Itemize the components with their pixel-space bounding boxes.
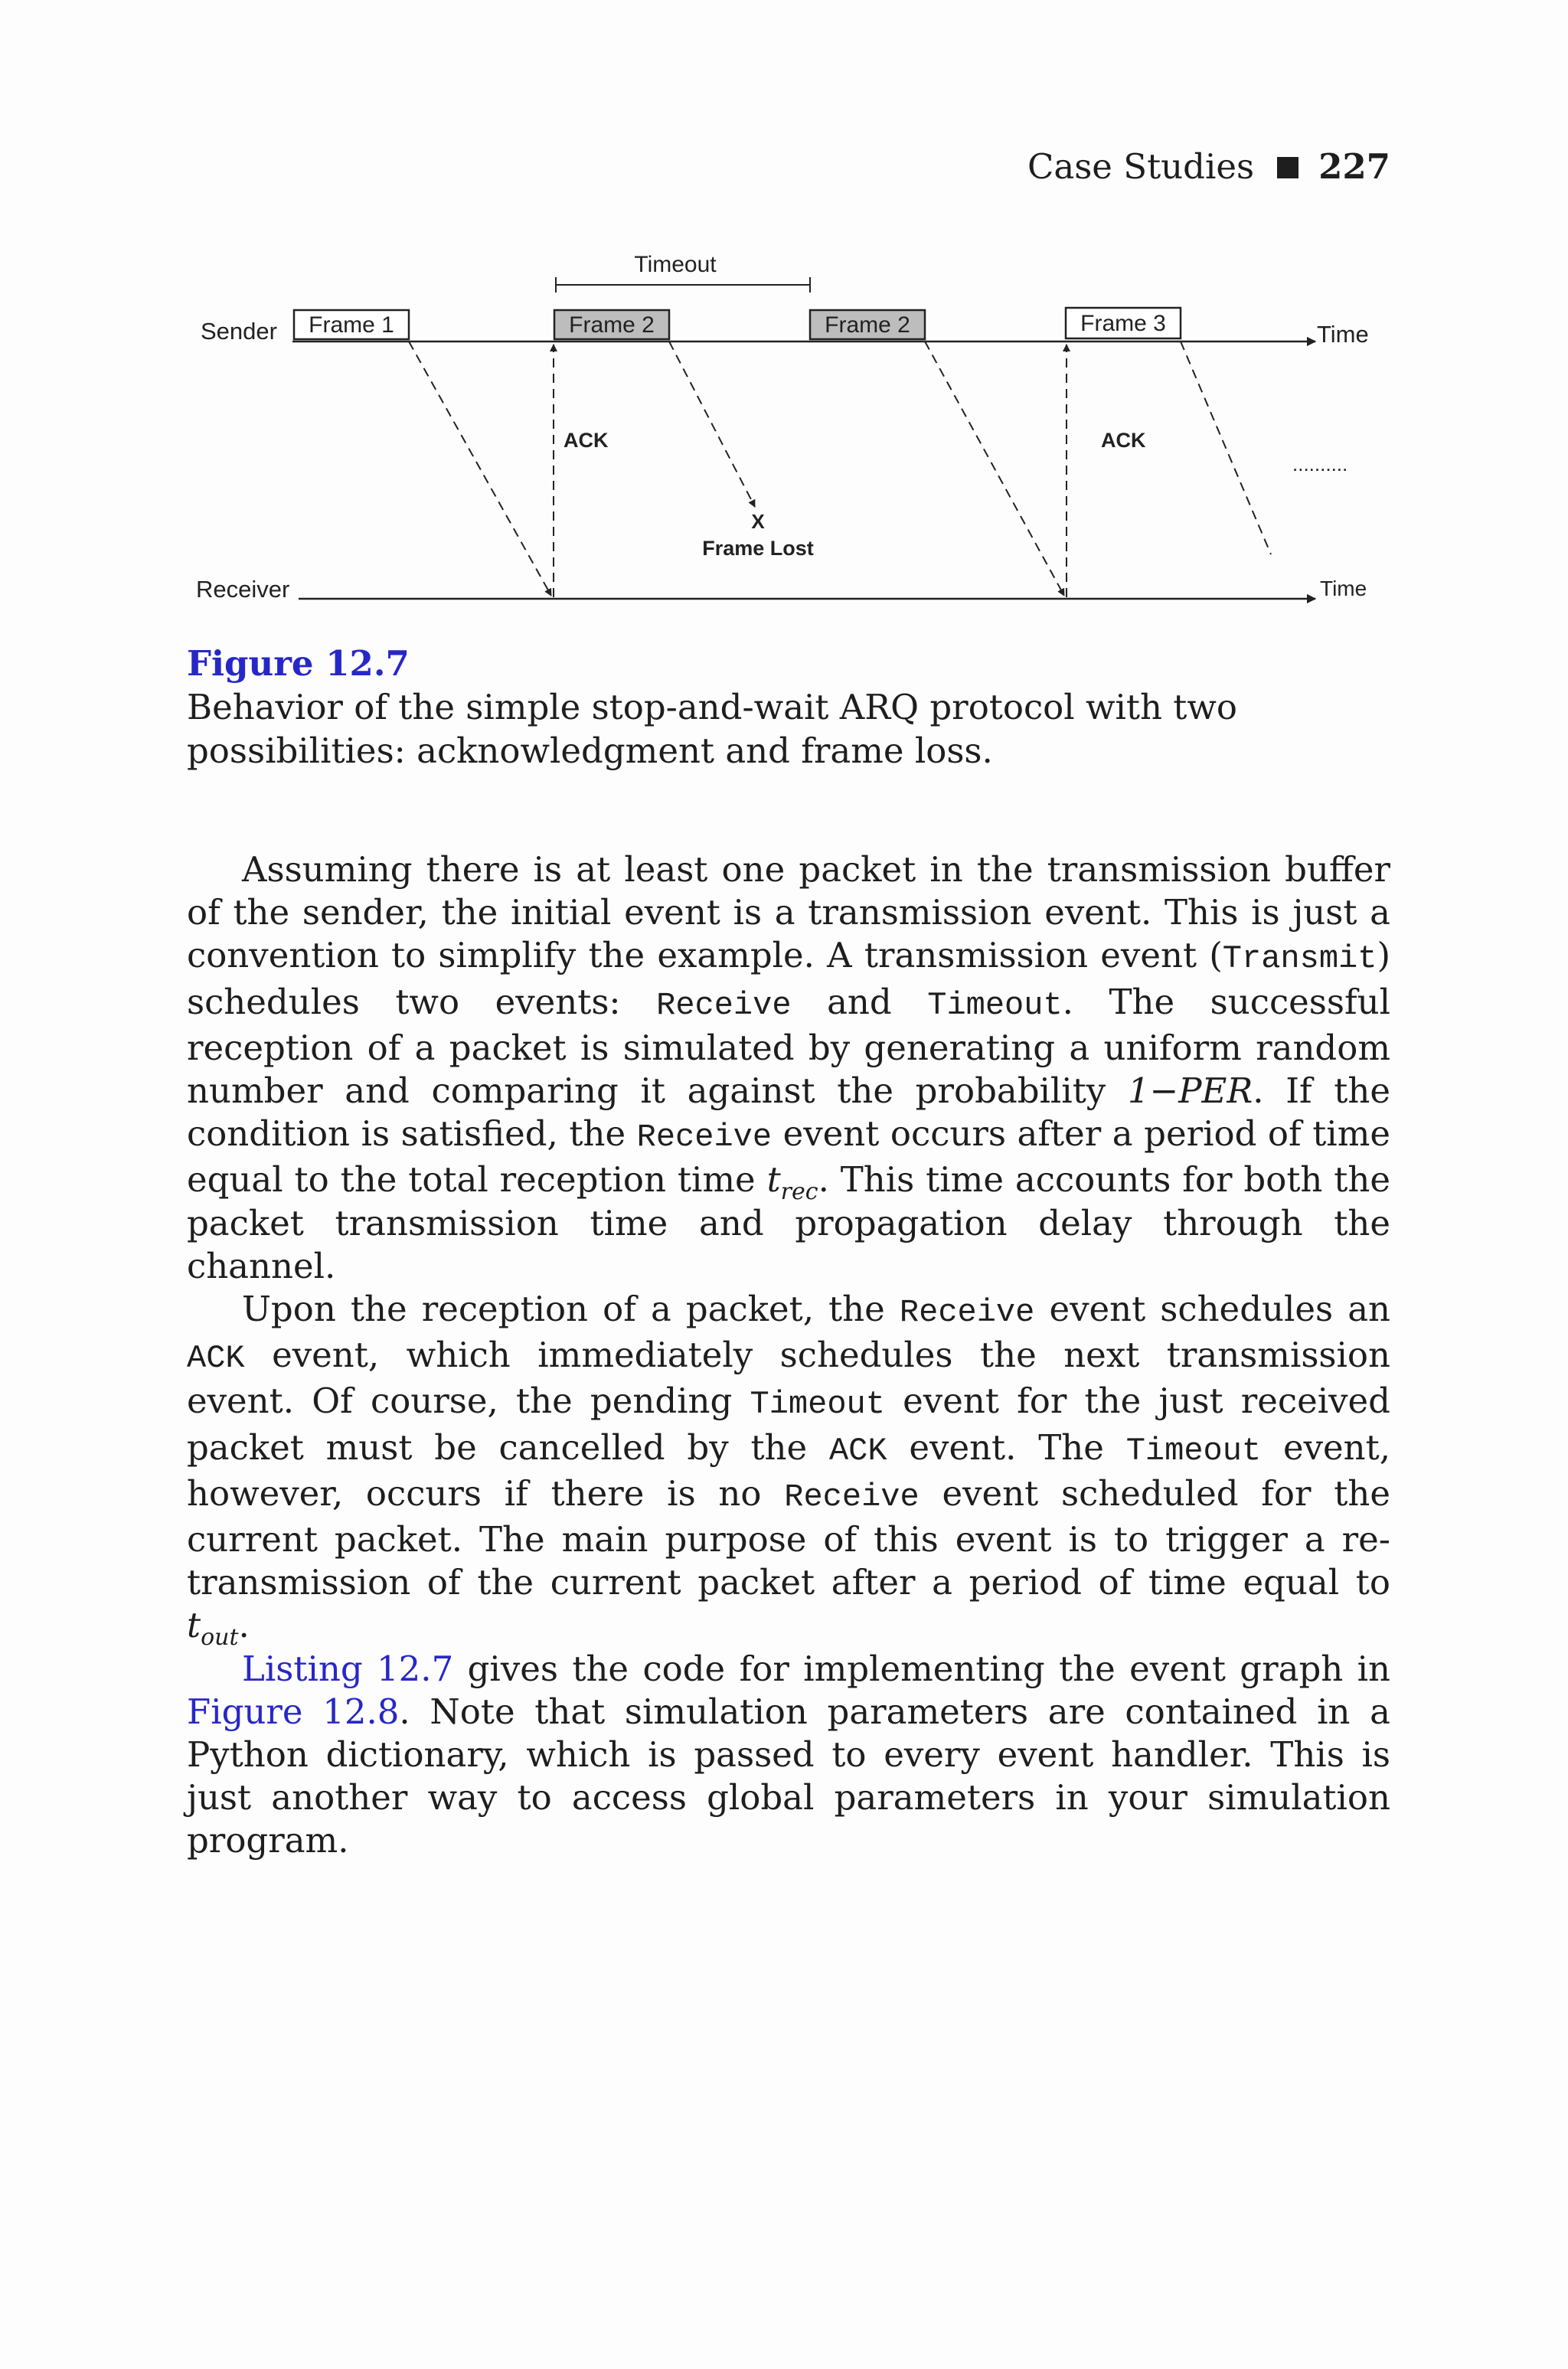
figure-caption-text: Behavior of the simple stop-and-wait ARQ protocol with two possibilities: acknowledgment and frame loss. (187, 687, 1237, 771)
ack-2-label: ACK (1101, 429, 1146, 452)
text: . If the condition is satisfied, the (187, 1070, 1390, 1155)
text: . (238, 1605, 250, 1646)
running-header (1027, 145, 1390, 188)
text: . Note that simulation parameters are contained in a Python dictionary, which is passed to every event handler. This is just another way to access global parameters in your simulation program. (187, 1691, 1390, 1861)
stop-and-wait-diagram (184, 245, 1409, 628)
frame-3-label: Frame 3 (1080, 311, 1166, 336)
code-timeout: Timeout (1125, 1432, 1262, 1469)
lost-marker: X (751, 510, 765, 533)
code-receive: Receive (784, 1478, 920, 1515)
frame-1-transmission-arrow (409, 341, 551, 596)
frame-2-lost-arrow (669, 341, 755, 507)
text: . The successful reception of a packet is simulated by generating a uniform random number and comparing it against the probability (187, 981, 1390, 1112)
math-t-out (187, 1605, 239, 1652)
text: event for the just received packet must be cancelled by the (187, 1381, 1390, 1468)
text: event, however, occurs if there is no (187, 1426, 1391, 1514)
page-number: 227 (1318, 146, 1390, 187)
code-timeout: Timeout (927, 986, 1063, 1024)
receiver-time-label: Time (1320, 577, 1367, 600)
math-symbol: t (187, 1605, 201, 1646)
listing-12-7-link[interactable]: Listing 12.7 (242, 1648, 454, 1689)
sender-time-label: Time (1317, 321, 1369, 348)
ack-1-label: ACK (564, 429, 609, 452)
text: event. The (887, 1426, 1126, 1468)
frame-2-label: Frame 2 (569, 312, 655, 338)
code-ack: ACK (187, 1340, 245, 1377)
math-1-minus-per: 1−PER (1127, 1070, 1253, 1112)
math-subscript: rec (780, 1178, 818, 1206)
text: Upon the reception of a packet, the (242, 1289, 900, 1330)
frame-3-transmission-line (1181, 341, 1271, 554)
sender-label: Sender (201, 318, 277, 345)
frame-2-retransmission-arrow (925, 341, 1064, 596)
text: event, which immediately schedules the next transmission event. Of course, the pending (187, 1335, 1390, 1422)
paragraph-3 (187, 1648, 1390, 1863)
code-ack: ACK (828, 1432, 887, 1469)
figure-12-8-link[interactable]: Figure 12.8 (187, 1691, 400, 1732)
frame-lost-label: Frame Lost (702, 537, 814, 560)
code-receive: Receive (899, 1294, 1035, 1332)
text: event scheduled for the current packet. The main purpose of this event is to trigger a re-transmission of the current packet after a period of time equal to (187, 1472, 1390, 1603)
paragraph-1 (187, 848, 1390, 1288)
math-symbol: t (766, 1159, 781, 1201)
code-transmit: Transmit (1222, 940, 1377, 978)
figure-caption (187, 642, 1390, 773)
code-timeout: Timeout (750, 1386, 885, 1423)
math-t-rec (766, 1159, 818, 1206)
frame-2-retransmit-label: Frame 2 (825, 312, 910, 338)
running-title: Case Studies (1027, 146, 1255, 187)
text: and (791, 981, 928, 1022)
math-subscript: out (201, 1624, 239, 1652)
text: gives the code for implementing the event graph in (453, 1648, 1390, 1689)
text: Assuming there is at least one packet in the transmission buffer of the sender, the initial event is a transmission event. This is just a convention to simplify the example. A transmission event ( (187, 849, 1390, 976)
figure-label: Figure 12.7 (187, 643, 410, 684)
continuation-dots: .......... (1292, 453, 1348, 475)
text: ) schedules two events: (187, 935, 1390, 1022)
paragraph-2 (187, 1288, 1391, 1652)
code-receive: Receive (636, 1119, 773, 1156)
text: . This time accounts for both the packet transmission time and propagation delay through the channel. (187, 1159, 1390, 1286)
square-separator-icon (1277, 157, 1298, 178)
text: event schedules an (1034, 1289, 1391, 1330)
timeout-label: Timeout (634, 252, 717, 277)
receiver-label: Receiver (196, 576, 290, 603)
code-receive: Receive (656, 986, 792, 1024)
body-text (187, 848, 1390, 1863)
text: event occurs after a period of time equal to the total reception time (187, 1113, 1390, 1201)
frame-1-label: Frame 1 (309, 312, 394, 338)
